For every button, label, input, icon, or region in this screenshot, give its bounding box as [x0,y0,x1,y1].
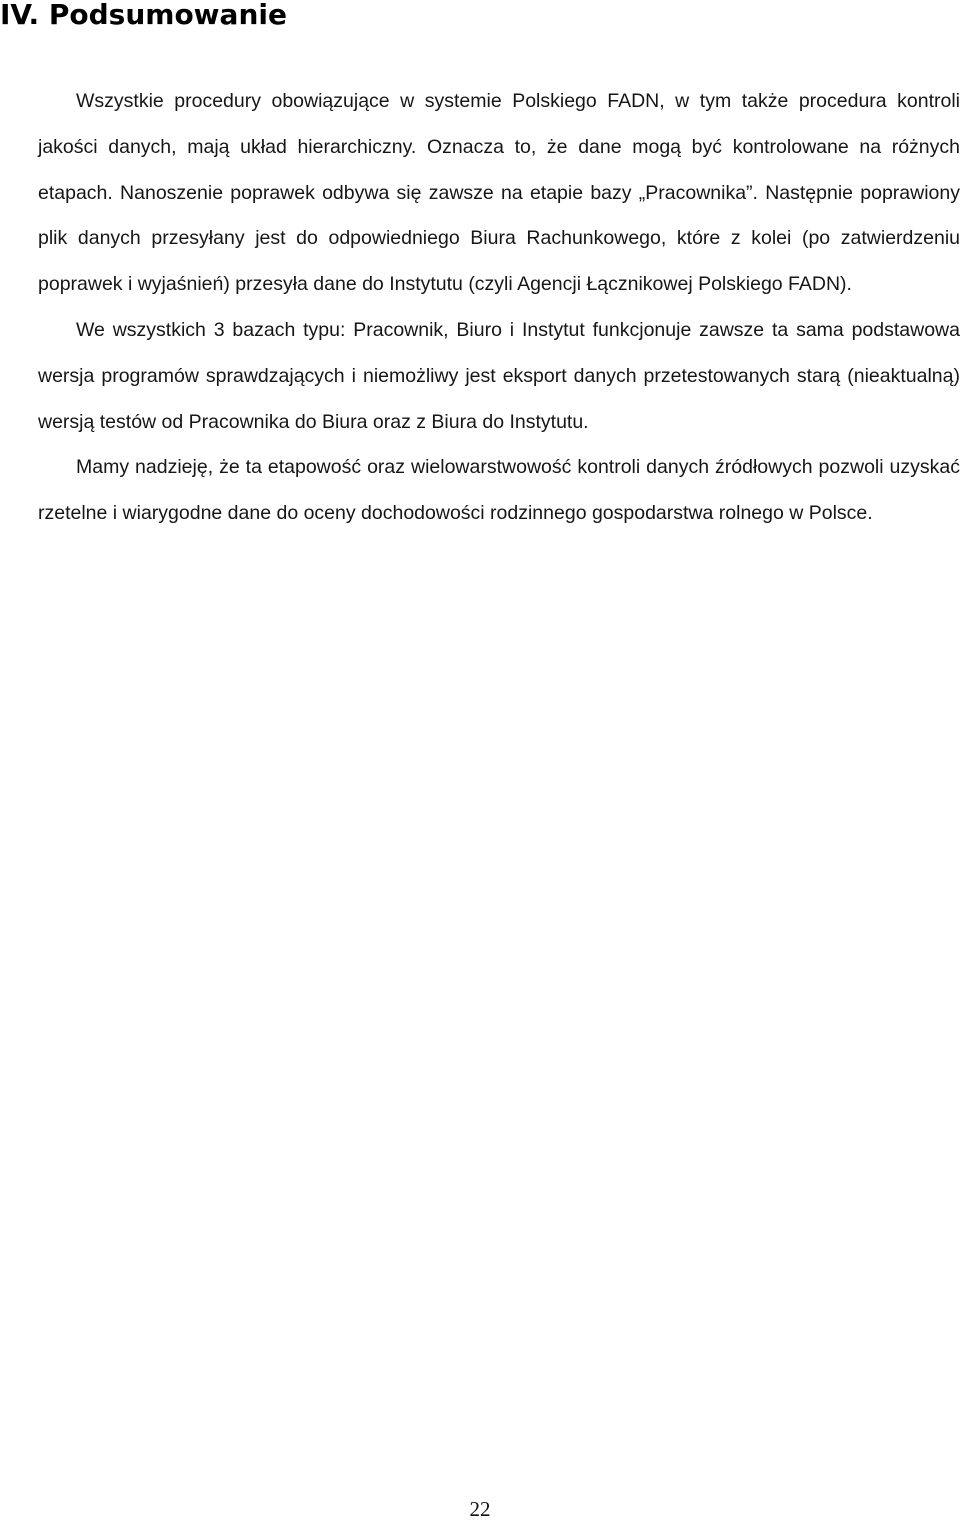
page-number: 22 [469,1497,491,1521]
paragraph-hierarchy: Wszystkie procedury obowiązujące w systemie Polskiego FADN, w tym także procedura kontroli jakości danych, mają układ hierarchiczny. Oznacza to, że dane mogą być kontrolowane na różnych etapach. Nanoszenie poprawek odbywa się zawsze na etapie bazy „Pracownika”. Następnie poprawiony plik danych przesyłany jest do odpowiedniego Biura Rachunkowego, które z kolei (po zatwierdzeniu poprawek i wyjaśnień) przesyła dane do Instytutu (czyli Agencji Łącznikowej Polskiego FADN). [38,90,960,296]
paragraph-databases: We wszystkich 3 bazach typu: Pracownik, Biuro i Instytut funkcjonuje zawsze ta sama podstawowa wersja programów sprawdzających i niemożliwy jest eksport danych przetestowanych starą (nieaktualną) wersją testów od Pracownika do Biura oraz z Biura do Instytutu. [38,318,960,433]
page-title: IV. Podsumowanie [0,0,287,31]
document-body [38,79,960,537]
paragraph-conclusion: Mamy nadzieję, że ta etapowość oraz wielowarstwowość kontroli danych źródłowych pozwoli uzyskać rzetelne i wiarygodne dane do oceny dochodowości rodzinnego gospodarstwa rolnego w Polsce. [38,456,960,525]
